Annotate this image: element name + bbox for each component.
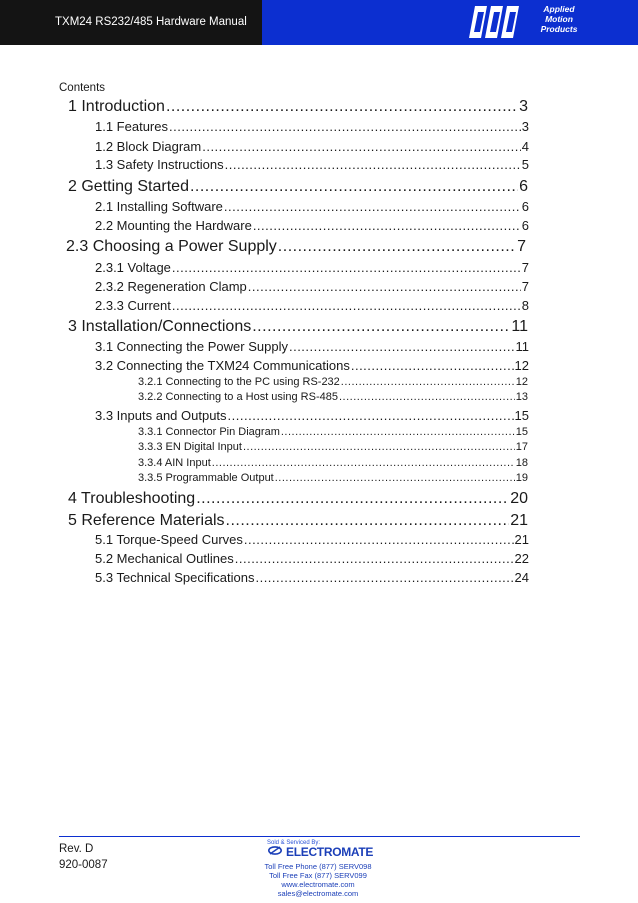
toc-entry[interactable]	[95, 139, 529, 154]
toc-entry-label: 1.1 Features	[95, 119, 168, 134]
toc-page-number: 4	[521, 139, 529, 154]
toc-dot-leader	[228, 408, 514, 423]
toc-dot-leader	[252, 318, 510, 336]
toc-entry-label: 3.2.2 Connecting to a Host using RS-485	[138, 391, 338, 403]
applied-motion-logo-text	[534, 4, 584, 34]
toc-entry-label: 5.1 Torque-Speed Curves	[95, 532, 243, 547]
applied-motion-logo-icon	[469, 2, 531, 42]
toc-entry[interactable]	[68, 512, 528, 530]
manual-title: TXM24 RS232/485 Hardware Manual	[55, 16, 247, 28]
toc-entry-label: 3.3.5 Programmable Output	[138, 472, 274, 484]
toc-page-number: 7	[517, 238, 526, 255]
contact-phone: Toll Free Phone (877) SERV098	[264, 862, 372, 871]
toc-dot-leader	[172, 260, 521, 275]
toc-entry-label: 3.3.4 AIN Input	[138, 457, 211, 469]
toc-dot-leader	[289, 339, 515, 354]
toc-dot-leader	[281, 426, 515, 438]
electromate-logo-icon	[268, 846, 282, 855]
toc-entry[interactable]	[95, 119, 529, 134]
toc-entry-label: 5 Reference Materials	[68, 512, 225, 529]
toc-entry-label: 1.2 Block Diagram	[95, 139, 202, 154]
document-number: 920-0087	[59, 859, 108, 871]
toc-entry[interactable]	[138, 441, 528, 453]
toc-entry[interactable]	[68, 178, 528, 196]
distributor-name: ELECTROMATE	[286, 845, 374, 859]
toc-entry[interactable]	[66, 238, 526, 256]
toc-dot-leader	[275, 472, 515, 484]
toc-page-number: 11	[515, 339, 529, 354]
toc-page-number: 5	[521, 157, 529, 172]
toc-entry[interactable]	[138, 457, 528, 469]
toc-entry-label: 3.3.3 EN Digital Input	[138, 441, 242, 453]
toc-entry-label: 3 Installation/Connections	[68, 318, 252, 335]
toc-entry[interactable]	[95, 260, 529, 275]
toc-page-number: 17	[515, 441, 528, 453]
toc-dot-leader	[248, 279, 521, 294]
toc-dot-leader	[172, 298, 521, 313]
toc-dot-leader	[243, 441, 515, 453]
toc-dot-leader	[225, 157, 521, 172]
toc-entry[interactable]	[138, 426, 528, 438]
logo-line-3: Products	[540, 24, 578, 34]
footer-divider	[59, 836, 580, 837]
toc-page-number: 7	[521, 279, 529, 294]
toc-entry[interactable]	[138, 472, 528, 484]
toc-page-number: 24	[514, 570, 529, 585]
toc-entry-label: 5.2 Mechanical Outlines	[95, 551, 234, 566]
toc-entry-label: 3.2.1 Connecting to the PC using RS-232	[138, 376, 340, 388]
toc-page-number: 12	[514, 358, 529, 373]
toc-entry[interactable]	[95, 532, 529, 547]
toc-entry-label: 1.3 Safety Instructions	[95, 157, 224, 172]
toc-dot-leader	[190, 178, 518, 196]
toc-page-number: 15	[515, 426, 528, 438]
toc-entry-label: 2.3.3 Current	[95, 298, 171, 313]
toc-entry[interactable]	[68, 490, 528, 508]
toc-page-number: 18	[515, 457, 528, 469]
toc-dot-leader	[196, 490, 509, 508]
toc-entry-label: 1 Introduction	[68, 98, 165, 115]
toc-entry[interactable]	[138, 376, 528, 388]
toc-entry-label: 2.2 Mounting the Hardware	[95, 218, 252, 233]
toc-entry[interactable]	[95, 218, 529, 233]
toc-page-number: 20	[510, 490, 528, 507]
toc-entry-label: 2.3.1 Voltage	[95, 260, 171, 275]
toc-entry[interactable]	[95, 339, 529, 354]
toc-entry[interactable]	[95, 279, 529, 294]
toc-dot-leader	[235, 551, 514, 566]
toc-dot-leader	[212, 457, 515, 469]
toc-entry[interactable]	[95, 298, 529, 313]
toc-page-number: 8	[521, 298, 529, 313]
toc-page-number: 6	[521, 218, 529, 233]
toc-entry-label: 2.1 Installing Software	[95, 199, 223, 214]
toc-dot-leader	[224, 199, 521, 214]
toc-page-number: 7	[521, 260, 529, 275]
toc-page-number: 15	[514, 408, 529, 423]
revision-label: Rev. D	[59, 843, 94, 855]
toc-page-number: 3	[521, 119, 529, 134]
toc-dot-leader	[202, 139, 521, 154]
toc-dot-leader	[166, 98, 518, 116]
toc-entry-label: 5.3 Technical Specifications	[95, 570, 255, 585]
toc-entry[interactable]	[95, 551, 529, 566]
toc-entry-label: 3.3.1 Connector Pin Diagram	[138, 426, 280, 438]
toc-dot-leader	[253, 218, 521, 233]
toc-page-number: 19	[515, 472, 528, 484]
toc-entry[interactable]	[68, 318, 528, 336]
toc-entry[interactable]	[138, 391, 528, 403]
toc-entry[interactable]	[95, 570, 529, 585]
logo-line-1: Applied	[543, 4, 575, 14]
toc-dot-leader	[339, 391, 515, 403]
toc-entry[interactable]	[95, 157, 529, 172]
toc-entry-label: 3.3 Inputs and Outputs	[95, 408, 227, 423]
contact-fax: Toll Free Fax (877) SERV099	[269, 871, 367, 880]
toc-entry-label: 2 Getting Started	[68, 178, 189, 195]
contents-heading: Contents	[59, 82, 106, 94]
sold-by-label: Sold & Serviced By:	[267, 840, 321, 846]
toc-entry[interactable]	[95, 199, 529, 214]
toc-dot-leader	[278, 238, 516, 256]
toc-dot-leader	[341, 376, 515, 388]
contact-website[interactable]: www.electromate.com	[281, 880, 355, 889]
logo-line-2: Motion	[545, 14, 573, 24]
toc-page-number: 6	[521, 199, 529, 214]
toc-dot-leader	[226, 512, 510, 530]
toc-entry-label: 3.1 Connecting the Power Supply	[95, 339, 288, 354]
toc-dot-leader	[244, 532, 514, 547]
toc-entry[interactable]	[68, 98, 528, 116]
toc-entry-label: 2.3 Choosing a Power Supply	[66, 238, 277, 255]
toc-dot-leader	[351, 358, 514, 373]
toc-entry[interactable]	[95, 408, 529, 423]
toc-dot-leader	[255, 570, 513, 585]
toc-page-number: 6	[519, 178, 528, 195]
toc-page-number: 13	[515, 391, 528, 403]
contact-email[interactable]: sales@electromate.com	[277, 889, 359, 898]
toc-entry-label: 3.2 Connecting the TXM24 Communications	[95, 358, 350, 373]
toc-page-number: 21	[510, 512, 528, 529]
toc-dot-leader	[169, 119, 521, 134]
toc-page-number: 11	[511, 318, 528, 335]
toc-entry[interactable]	[95, 358, 529, 373]
toc-page-number: 3	[519, 98, 528, 115]
toc-entry-label: 4 Troubleshooting	[68, 490, 196, 507]
toc-page-number: 21	[514, 532, 529, 547]
toc-entry-label: 2.3.2 Regeneration Clamp	[95, 279, 247, 294]
toc-page-number: 12	[515, 376, 528, 388]
toc-page-number: 22	[514, 551, 529, 566]
